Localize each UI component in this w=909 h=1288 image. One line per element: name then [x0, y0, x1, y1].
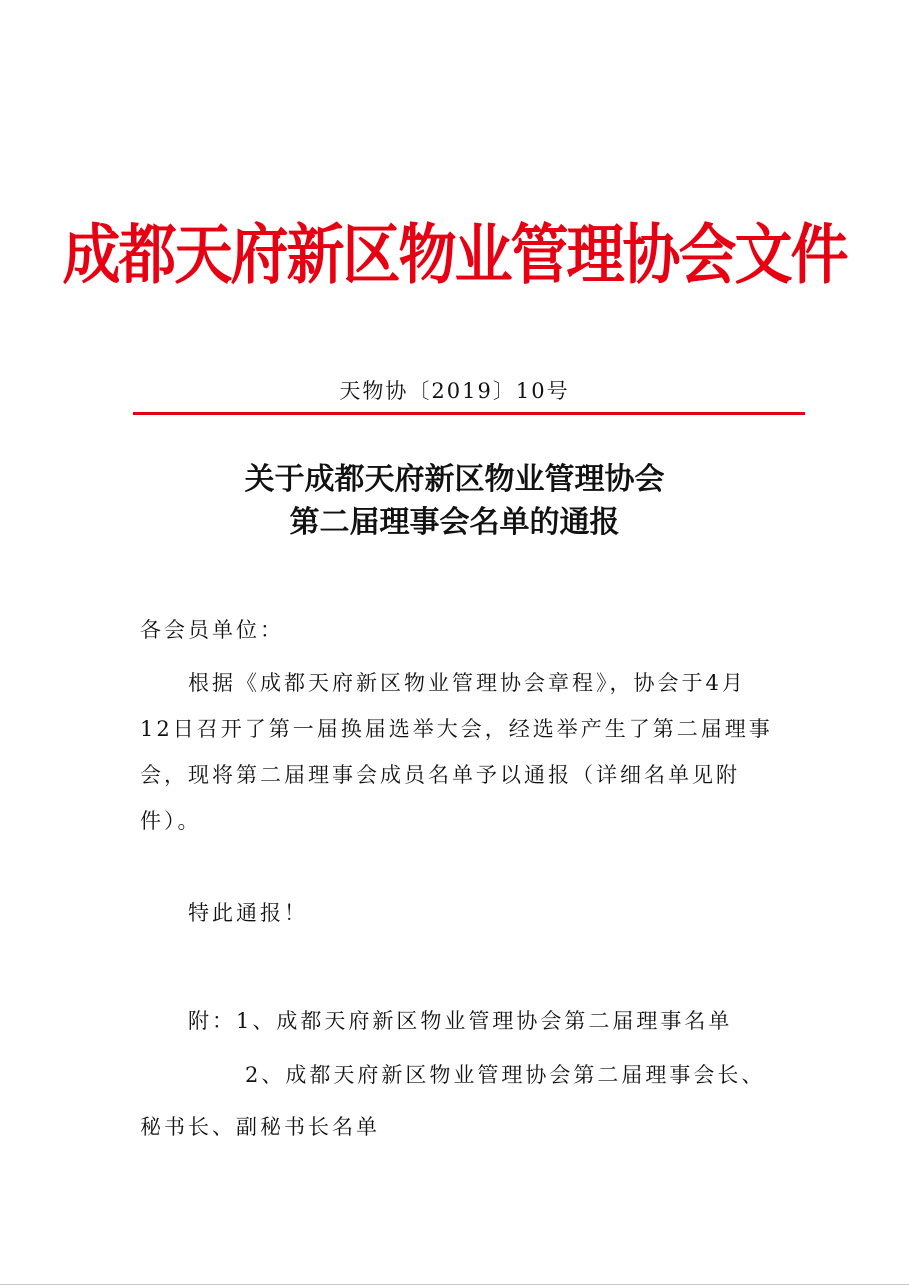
- document-title-line-1: 关于成都天府新区物业管理协会: [244, 462, 665, 497]
- body-line-1: 根据《成都天府新区物业管理协会章程》，协会于4月: [188, 671, 746, 695]
- attachment-item-1: 附：1、成都天府新区物业管理协会第二届理事名单: [188, 1009, 733, 1033]
- body-line-2: 12日召开了第一届换届选举大会，经选举产生了第二届理事: [140, 717, 773, 741]
- page-bottom-edge: [0, 1284, 909, 1285]
- salutation: 各会员单位：: [140, 618, 284, 642]
- document-title-line-2: 第二届理事会名单的通报: [289, 505, 620, 540]
- masthead-title: 成都天府新区物业管理协会文件: [62, 216, 847, 293]
- body-line-3: 会，现将第二届理事会成员名单予以通报（详细名单见附: [140, 763, 740, 787]
- body-line-4: 件）。: [140, 809, 202, 833]
- document-title: [0, 458, 909, 544]
- document-number: 天物协〔2019〕10号: [339, 379, 570, 403]
- attachment-item-2-line-2: 秘书长、副秘书长名单: [140, 1115, 380, 1139]
- closing-statement: 特此通报！: [188, 901, 308, 925]
- attachment-item-2-line-1: 2、成都天府新区物业管理协会第二届理事会长、: [245, 1063, 766, 1087]
- body-paragraph: [140, 660, 780, 844]
- red-divider: [133, 412, 805, 415]
